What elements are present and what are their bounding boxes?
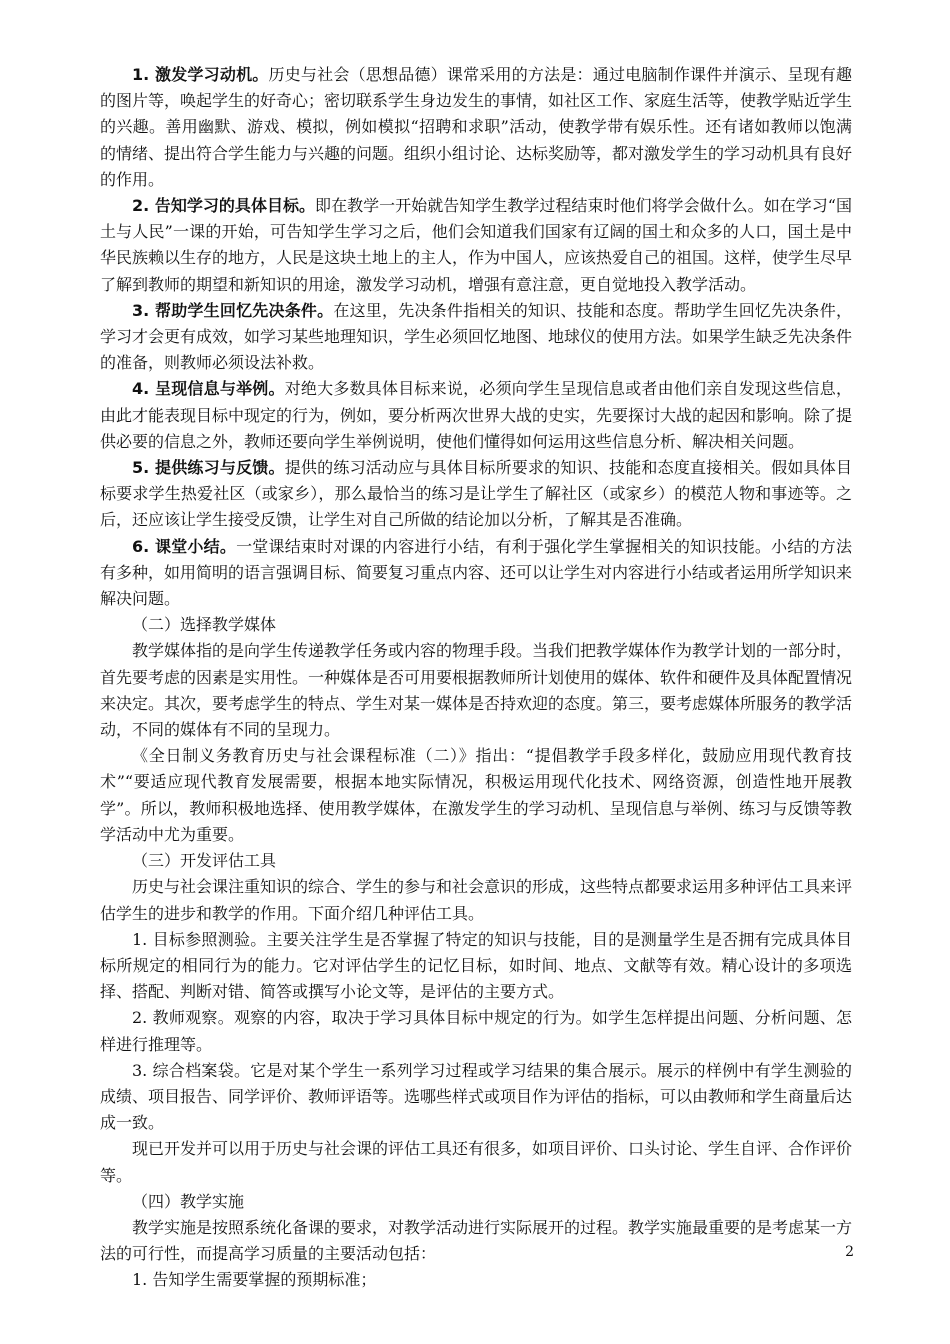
section-heading-assessment: （三）开发评估工具 [132,851,277,871]
paragraph-criterion-test: 1. 目标参照测验。主要关注学生是否掌握了特定的知识与技能，目的是测量学生是否拥有完成具体目标所规定的相同行为的能力。它对评估学生的记忆目标，如时间、地点、文献等有效。精心设计的多项选择、搭配、判断对错、简答或撰写小论文等，是评估的主要方式。 [100,929,852,1002]
paragraph-text: 即在教学一开始就告知学生教学过程结束时他们将学会做什么。如在学习“国土与人民”一课的开始，可告知学生学习之后，他们会知道我们国家有辽阔的国土和众多的人口，国土是中华民族赖以生存的地方，人民是这块土地上的主人，作为中国人，应该热爱自己的祖国。这样，使学生尽早了解到教师的期望和新知识的用途，激发学习动机，增强有意注意，更自觉地投入教学活动。 [100,196,853,294]
paragraph-teacher-observation: 2. 教师观察。观察的内容，取决于学习具体目标中规定的行为。如学生怎样提出问题、分析问题、怎样进行推理等。 [100,1008,852,1054]
paragraph-lead: 2. 告知学习的具体目标。 [132,196,316,216]
document-body [100,62,852,1294]
paragraph-lead: 4. 呈现信息与举例。 [132,379,285,399]
paragraph-motivation [100,62,852,193]
paragraph-present-info [100,376,852,455]
paragraph-practice-feedback [100,455,852,534]
section-heading-media: （二）选择教学媒体 [132,615,277,635]
paragraph-portfolio: 3. 综合档案袋。它是对某个学生一系列学习过程或学习结果的集合展示。展示的样例中有学生测验的成绩、项目报告、同学评价、教师评语等。选哪些样式或项目作为评估的指标，可以由教师和学生商量后达成一致。 [100,1060,853,1133]
paragraph-assessment-intro: 历史与社会课注重知识的综合、学生的参与和社会意识的形成，这些特点都要求运用多种评估工具来评估学生的进步和教学的作用。下面介绍几种评估工具。 [100,877,853,923]
paragraph-summary [100,534,852,613]
paragraph-lead: 5. 提供练习与反馈。 [132,458,285,478]
paragraph-text: 在这里，先决条件指相关的知识、技能和态度。帮助学生回忆先决条件，学习才会更有成效，如学习某些地理知识，学生必须回忆地图、地球仪的使用方法。如果学生缺乏先决条件的准备，则教师必须设法补救。 [100,300,853,373]
paragraph-prerequisites [100,298,852,377]
paragraph-text: 提供的练习活动应与具体目标所要求的知识、技能和态度直接相关。假如具体目标要求学生热爱社区（或家乡），那么最恰当的练习是让学生了解社区（或家乡）的模范人物和事迹等。之后，还应该让学生接受反馈，让学生对自己所做的结论加以分析，了解其是否准确。 [100,458,852,530]
paragraph-other-tools: 现已开发并可以用于历史与社会课的评估工具还有很多，如项目评价、口头讨论、学生自评、合作评价等。 [100,1139,853,1185]
page-number: 2 [845,1244,854,1260]
paragraph-media-definition: 教学媒体指的是向学生传递教学任务或内容的物理手段。当我们把教学媒体作为教学计划的一部分时，首先要考虑的因素是实用性。一种媒体是否可用要根据教师所计划使用的媒体、软件和硬件及具体配置情况来决定。其次，要考虑学生的特点、学生对某一媒体是否持欢迎的态度。第三，要考虑媒体所服务的教学活动，不同的媒体有不同的呈现力。 [100,641,853,740]
paragraph-text: 对绝大多数具体目标来说，必须向学生呈现信息或者由他们亲自发现这些信息，由此才能表现目标中现定的行为，例如，要分析两次世界大战的史实，先要探讨大战的起因和影响。除了提供必要的信息之外，教师还要向学生举例说明，使他们懂得如何运用这些信息分析、解决相关问题。 [100,379,853,451]
paragraph-learning-goals [100,193,852,298]
section-heading-implementation: （四）教学实施 [132,1191,245,1211]
paragraph-lead: 1. 激发学习动机。 [132,65,269,84]
paragraph-text: 历史与社会（思想品德）课常采用的方法是：通过电脑制作课件并演示、呈现有趣的图片等，唤起学生的好奇心；密切联系学生身边发生的事情，如社区工作、家庭生活等，使教学贴近学生的兴趣。善用幽默、游戏、模拟，例如模拟“招聘和求职”活动，使教学带有娱乐性。还有诸如教师以饱满的情绪、提出符合学生能力与兴趣的问题。组织小组讨论、达标奖励等，都对激发学生的学习动机具有良好的作用。 [100,65,853,189]
paragraph-curriculum-standard: 《全日制义务教育历史与社会课程标准（二）》指出：“提倡教学手段多样化，鼓励应用现代教育技术”“要适应现代教育发展需要，根据本地实际情况，积极运用现代化技术、网络资源，创造性地开展教学”。所以，教师积极地选择、使用教学媒体，在激发学生的学习动机、呈现信息与举例、练习与反馈等教学活动中尤为重要。 [100,746,852,844]
paragraph-implementation: 教学实施是按照系统化备课的要求，对教学活动进行实际展开的过程。教学实施最重要的是考虑某一方法的可行性，而提高学习质量的主要活动包括： [100,1217,853,1264]
paragraph-lead: 3. 帮助学生回忆先决条件。 [132,300,334,320]
paragraph-text: 一堂课结束时对课的内容进行小结，有利于强化学生掌握相关的知识技能。小结的方法有多种，如用简明的语言强调目标、简要复习重点内容、还可以让学生对内容进行小结或者运用所学知识来解决问题。 [100,536,853,609]
paragraph-lead: 6. 课堂小结。 [132,536,237,556]
paragraph-list-item-1: 1. 告知学生需要掌握的预期标准； [132,1270,377,1290]
